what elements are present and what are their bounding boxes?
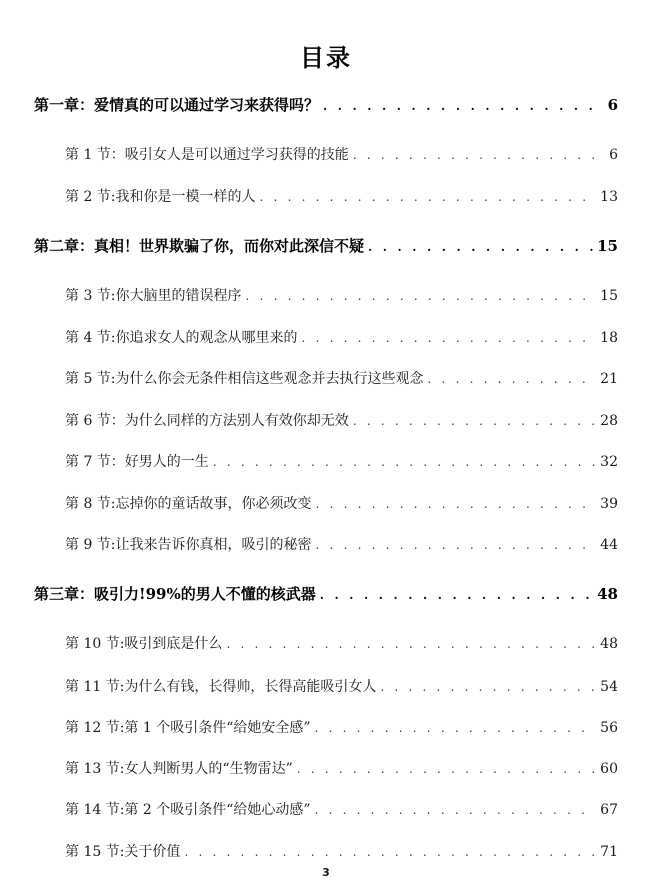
page-title: 目录 (300, 44, 352, 72)
toc-page-number: 60 (600, 761, 618, 777)
page-footer-number: 3 (322, 866, 330, 879)
toc-page-number: 18 (600, 330, 618, 346)
toc-leader-dots (428, 372, 597, 386)
toc-page-number: 13 (600, 189, 618, 205)
toc-page-number: 54 (600, 679, 618, 695)
toc-section-10[interactable] (65, 633, 618, 653)
toc-section-15[interactable] (65, 841, 618, 861)
toc-chapter-2[interactable] (34, 235, 618, 256)
toc-page-number: 67 (600, 802, 618, 818)
toc-section-label: 第 3 节:你大脑里的错误程序 (65, 288, 242, 304)
toc-page-number: 56 (600, 720, 618, 736)
toc-page-number: 6 (607, 96, 618, 114)
toc-page-number: 48 (600, 636, 618, 652)
toc-page-number: 39 (600, 496, 618, 512)
toc-leader-dots (260, 190, 597, 204)
toc-leader-dots (302, 331, 597, 345)
toc-leader-dots (316, 538, 597, 552)
toc-section-label: 第 10 节:吸引到底是什么 (65, 636, 223, 652)
toc-chapter-label: 第二章：真相！世界欺骗了你，而你对此深信不疑 (34, 237, 365, 255)
toc-section-label: 第 5 节:为什么你会无条件相信这些观念并去执行这些观念 (65, 371, 424, 387)
toc-page-number: 32 (600, 454, 618, 470)
toc-leader-dots (226, 637, 596, 651)
toc-leader-dots (353, 148, 604, 162)
toc-section-5[interactable] (65, 368, 618, 388)
toc-section-7[interactable] (65, 451, 618, 471)
toc-section-9[interactable] (65, 534, 618, 554)
toc-leader-dots (316, 497, 597, 511)
toc-chapter-label: 第一章：爱情真的可以通过学习来获得吗？ (34, 96, 320, 114)
toc-page-number: 28 (600, 413, 618, 429)
toc-section-label: 第 2 节:我和你是一模一样的人 (65, 189, 256, 205)
toc-page-number: 6 (609, 147, 618, 163)
toc-chapter-3[interactable] (34, 583, 618, 604)
toc-chapter-label: 第三章：吸引力!99%的男人不懂的核武器 (34, 585, 316, 603)
toc-section-14[interactable] (65, 799, 618, 819)
toc-section-1[interactable] (65, 144, 618, 164)
toc-page-number: 44 (600, 537, 618, 553)
toc-section-label: 第 6 节：为什么同样的方法别人有效你却无效 (65, 413, 349, 429)
toc-section-label: 第 1 节：吸引女人是可以通过学习获得的技能 (65, 147, 349, 163)
toc-section-label: 第 8 节:忘掉你的童话故事，你必须改变 (65, 496, 312, 512)
toc-leader-dots (353, 414, 596, 428)
toc-section-2[interactable] (65, 186, 618, 206)
toc-page-number: 48 (597, 585, 618, 603)
toc-section-4[interactable] (65, 327, 618, 347)
toc-section-6[interactable] (65, 410, 618, 430)
toc-section-8[interactable] (65, 493, 618, 513)
toc-section-label: 第 9 节:让我来告诉你真相，吸引的秘密 (65, 537, 312, 553)
toc-leader-dots (323, 99, 604, 113)
toc-leader-dots (368, 240, 593, 254)
toc-section-3[interactable] (65, 285, 618, 305)
toc-leader-dots (315, 721, 597, 735)
toc-section-12[interactable] (65, 717, 618, 737)
toc-leader-dots (297, 762, 596, 776)
toc-section-label: 第 14 节:第 2 个吸引条件“给她心动感” (65, 802, 311, 818)
toc-leader-dots (380, 680, 596, 694)
toc-section-label: 第 13 节:女人判断男人的“生物雷达” (65, 761, 293, 777)
toc-page-number: 15 (600, 288, 618, 304)
toc-page-number: 15 (597, 237, 618, 255)
toc-leader-dots (320, 588, 593, 602)
toc-section-label: 第 4 节:你追求女人的观念从哪里来的 (65, 330, 298, 346)
toc-leader-dots (315, 803, 597, 817)
toc-leader-dots (184, 845, 596, 859)
toc-page-number: 21 (600, 371, 618, 387)
toc-section-13[interactable] (65, 758, 618, 778)
toc-section-label: 第 7 节：好男人的一生 (65, 454, 209, 470)
toc-page-number: 71 (600, 844, 618, 860)
toc-leader-dots (246, 289, 597, 303)
toc-section-11[interactable] (65, 676, 618, 696)
toc-leader-dots (213, 455, 596, 469)
toc-section-label: 第 15 节:关于价值 (65, 844, 181, 860)
toc-chapter-1[interactable] (34, 94, 618, 115)
toc-section-label: 第 12 节:第 1 个吸引条件“给她安全感” (65, 720, 311, 736)
toc-section-label: 第 11 节:为什么有钱，长得帅，长得高能吸引女人 (65, 679, 377, 695)
